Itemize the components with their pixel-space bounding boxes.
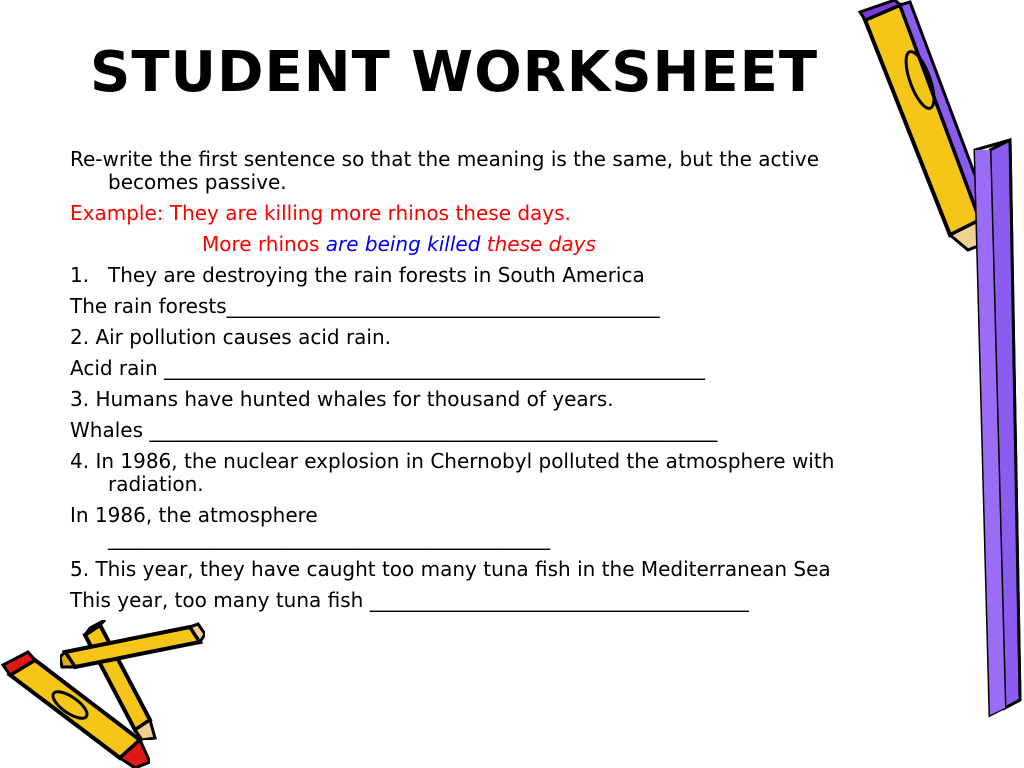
exercise-2-prompt: 2. Air pollution causes acid rain. [70,325,392,349]
exercise-1-number: 1. [70,263,90,287]
pencil-right-long [975,140,1020,715]
exercise-1-answer-start: The rain forests [70,294,227,318]
exercise-5-prompt: 5. This year, they have caught too many tuna fish in the Mediterranean Sea [70,557,831,581]
exercise-2-answer-start: Acid rain [70,356,165,380]
pencil-icon-large [850,0,1024,720]
example-answer-subject: More rhinos [202,232,326,256]
exercise-1-blank[interactable]: ________________________________________________ [226,294,659,318]
exercise-4-text-line-2: radiation. [108,472,204,496]
pencil-icon-small [60,622,205,677]
exercise-5-blank[interactable]: __________________________________________ [369,588,748,612]
instruction-line-1: Re-write the first sentence so that the meaning is the same, but the active [70,147,820,171]
exercise-3-prompt: 3. Humans have hunted whales for thousand of years. [70,387,614,411]
exercise-3-answer-start: Whales [70,418,150,442]
example-sentence: Example: They are killing more rhinos these days. [70,201,571,225]
example-answer-verb: are being killed [325,232,481,256]
example-answer-rest: these days [480,232,596,256]
exercise-4-answer-start: In 1986, the atmosphere [70,503,318,527]
exercise-2-blank[interactable]: ____________________________________________________________ [164,356,705,380]
exercise-4-text-line-1: 4. In 1986, the nuclear explosion in Chernobyl polluted the atmosphere with [70,449,835,473]
page-title: STUDENT WORKSHEET [90,40,819,105]
exercise-3-blank[interactable]: _______________________________________________________________ [149,418,717,442]
instruction-line-2: becomes passive. [108,170,287,194]
exercise-5-answer-start: This year, too many tuna fish [70,588,370,612]
exercise-1-text: They are destroying the rain forests in South America [108,263,645,287]
exercise-4-blank[interactable]: _________________________________________________ [108,526,549,550]
